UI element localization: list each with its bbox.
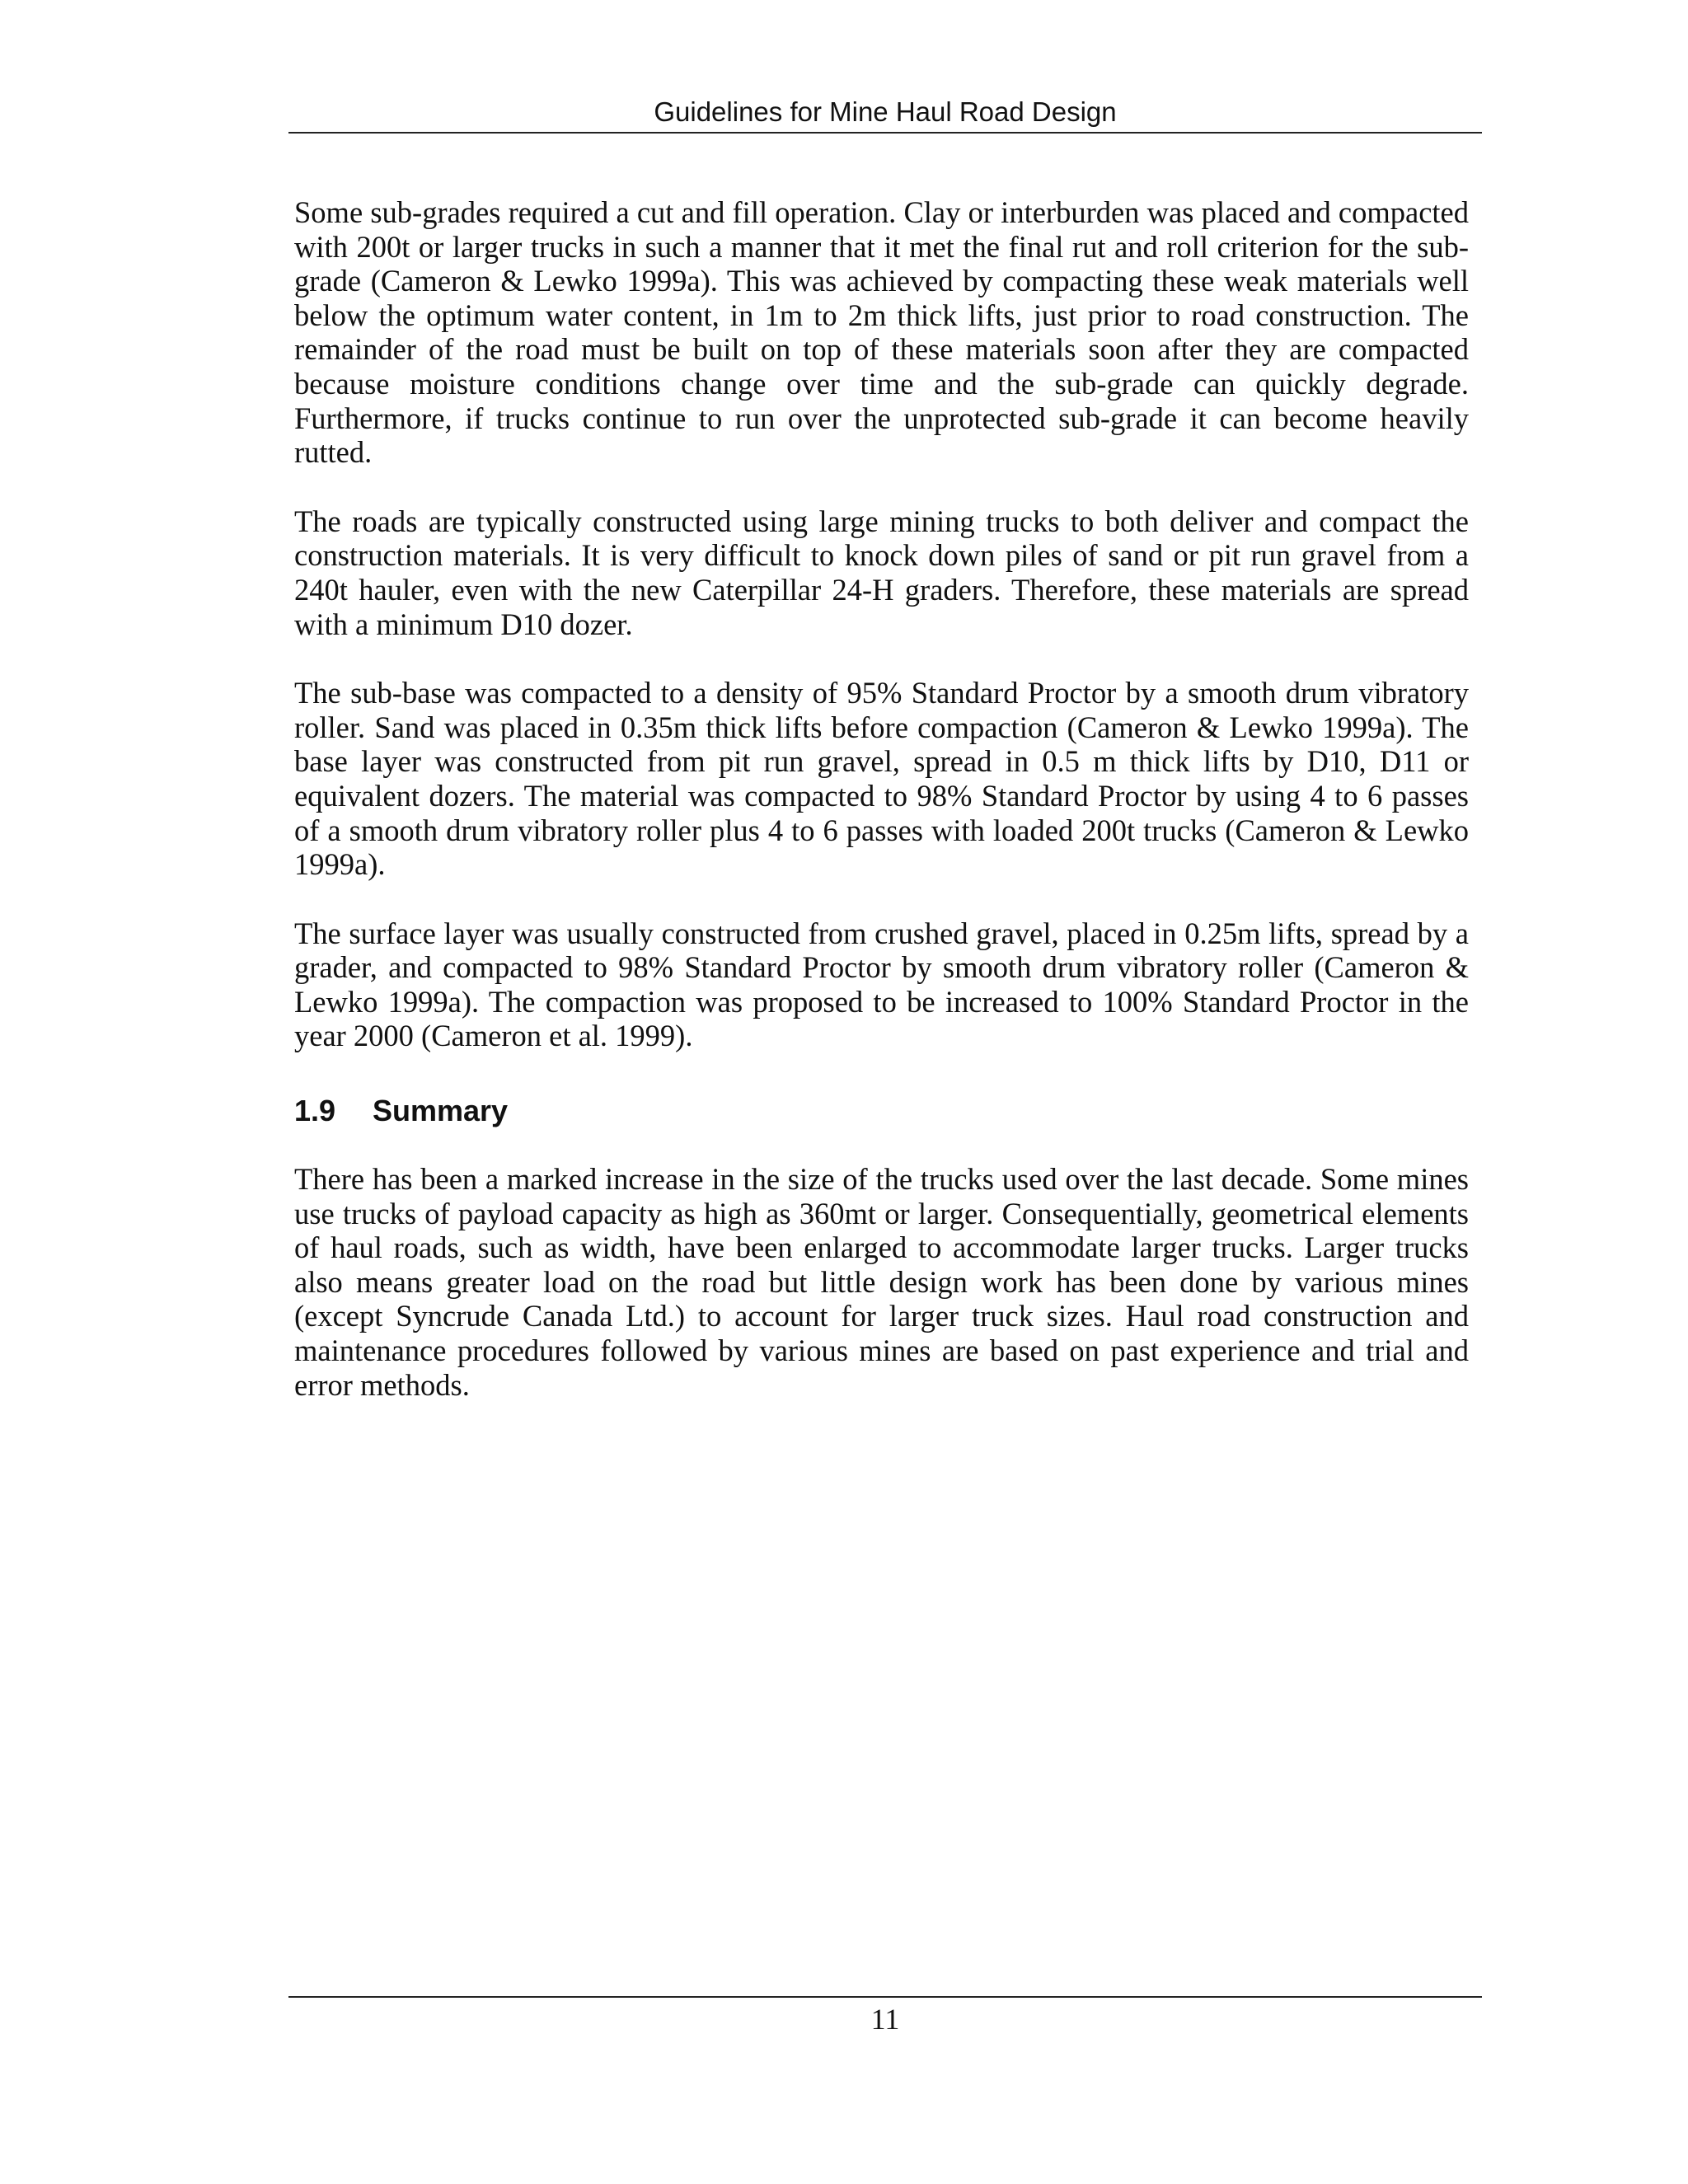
body-text	[294, 195, 1469, 1436]
paragraph-surface-layer: The surface layer was usually constructed from crushed gravel, placed in 0.25m lifts, spread by a grader, and compacted to 98% Standard Proctor by smooth drum vibratory roller (Cameron & Lewko 1999a). The compaction was proposed to be increased to 100% Standard Proctor in the year 2000 (Cameron et al. 1999).	[294, 916, 1469, 1053]
header-divider	[288, 132, 1482, 134]
paragraph-construction-trucks: The roads are typically constructed using large mining trucks to both deliver and compact the construction materials. It is very difficult to knock down piles of sand or pit run gravel from a 240t hauler, even with the new Caterpillar 24-H graders. Therefore, these materials are spread with a minimum D10 dozer.	[294, 504, 1469, 641]
section-number: 1.9	[294, 1094, 336, 1128]
section-heading	[294, 1093, 1469, 1129]
paragraph-subgrade: Some sub-grades required a cut and fill operation. Clay or interburden was placed and compacted with 200t or larger trucks in such a manner that it met the final rut and roll criterion for the sub-grade (Cameron & Lewko 1999a). This was achieved by compacting these weak materials well below the optimum water content, in 1m to 2m thick lifts, just prior to road construction. The remainder of the road must be built on top of these materials soon after they are compacted because moisture conditions change over time and the sub-grade can quickly degrade. Furthermore, if trucks continue to run over the unprotected sub-grade it can become heavily rutted.	[294, 195, 1469, 470]
paragraph-sub-base: The sub-base was compacted to a density of 95% Standard Proctor by a smooth drum vibratory roller. Sand was placed in 0.35m thick lifts before compaction (Cameron & Lewko 1999a). The base layer was constructed from pit run gravel, spread in 0.5 m thick lifts by D10, D11 or equivalent dozers. The material was compacted to 98% Standard Proctor by using 4 to 6 passes of a smooth drum vibratory roller plus 4 to 6 passes with loaded 200t trucks (Cameron & Lewko 1999a).	[294, 676, 1469, 882]
paragraph-summary: There has been a marked increase in the size of the trucks used over the last decade. Some mines use trucks of payload capacity as high as 360mt or larger. Consequentially, geometrical elements of haul roads, such as width, have been enlarged to accommodate larger trucks. Larger trucks also means greater load on the road but little design work has been done by various mines (except Syncrude Canada Ltd.) to account for larger truck sizes. Haul road construction and maintenance procedures followed by various mines are based on past experience and trial and error methods.	[294, 1162, 1469, 1402]
page-number: 11	[870, 2003, 900, 2036]
section-title: Summary	[373, 1094, 509, 1128]
running-header-title: Guidelines for Mine Haul Road Design	[654, 96, 1117, 127]
footer-divider	[288, 1996, 1482, 1998]
